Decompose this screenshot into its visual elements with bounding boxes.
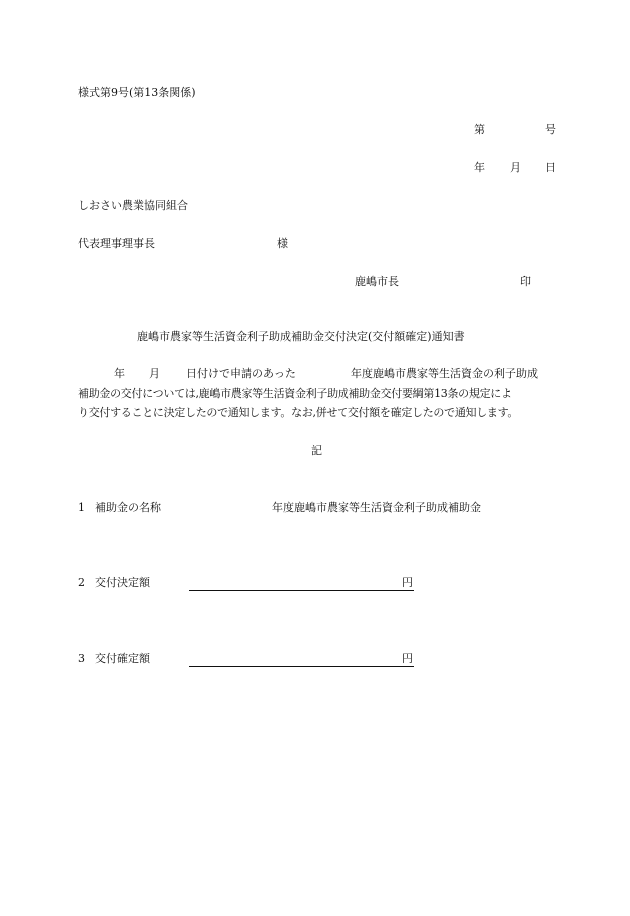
body-line1-mid: 日付けで申請のあった [186,367,296,380]
body-line3: り交付することに決定したので通知します。なお,併せて交付額を確定したので通知します。 [78,406,519,419]
date-year: 年 [474,161,485,174]
body-year: 年 [114,367,125,380]
item-label: 交付確定額 [95,652,150,665]
yen-unit: 円 [402,652,413,665]
item-number: 1 [78,501,85,514]
body-line2: 補助金の交付については,鹿嶋市農家等生活資金利子助成補助金交付要綱第13条の規定によ [78,387,512,400]
item-label: 交付決定額 [95,576,150,589]
sender-name: 鹿嶋市長 [355,275,399,288]
item-label: 補助金の名称 [95,501,161,514]
body-line1-end: 年度鹿嶋市農家等生活資金の利子助成 [351,367,538,380]
recipient-organization: しおさい農業協同組合 [78,199,188,212]
item-number: 3 [78,652,85,665]
doc-number-prefix: 第 [474,123,485,136]
amount-underline [189,576,414,591]
form-number: 様式第9号(第13条関係) [78,86,196,99]
recipient-honorific: 様 [277,237,288,250]
recipient-title: 代表理事理事長 [78,237,155,250]
seal-mark: 印 [520,275,531,288]
date-month: 月 [510,161,521,174]
yen-unit: 円 [402,576,413,589]
ki-marker: 記 [311,444,322,457]
amount-underline [189,652,414,667]
doc-number-suffix: 号 [545,123,556,136]
date-day: 日 [545,161,556,174]
item-number: 2 [78,576,85,589]
document-title: 鹿嶋市農家等生活資金利子助成補助金交付決定(交付額確定)通知書 [137,330,465,343]
body-month: 月 [149,367,160,380]
item-value: 年度鹿嶋市農家等生活資金利子助成補助金 [272,501,481,514]
